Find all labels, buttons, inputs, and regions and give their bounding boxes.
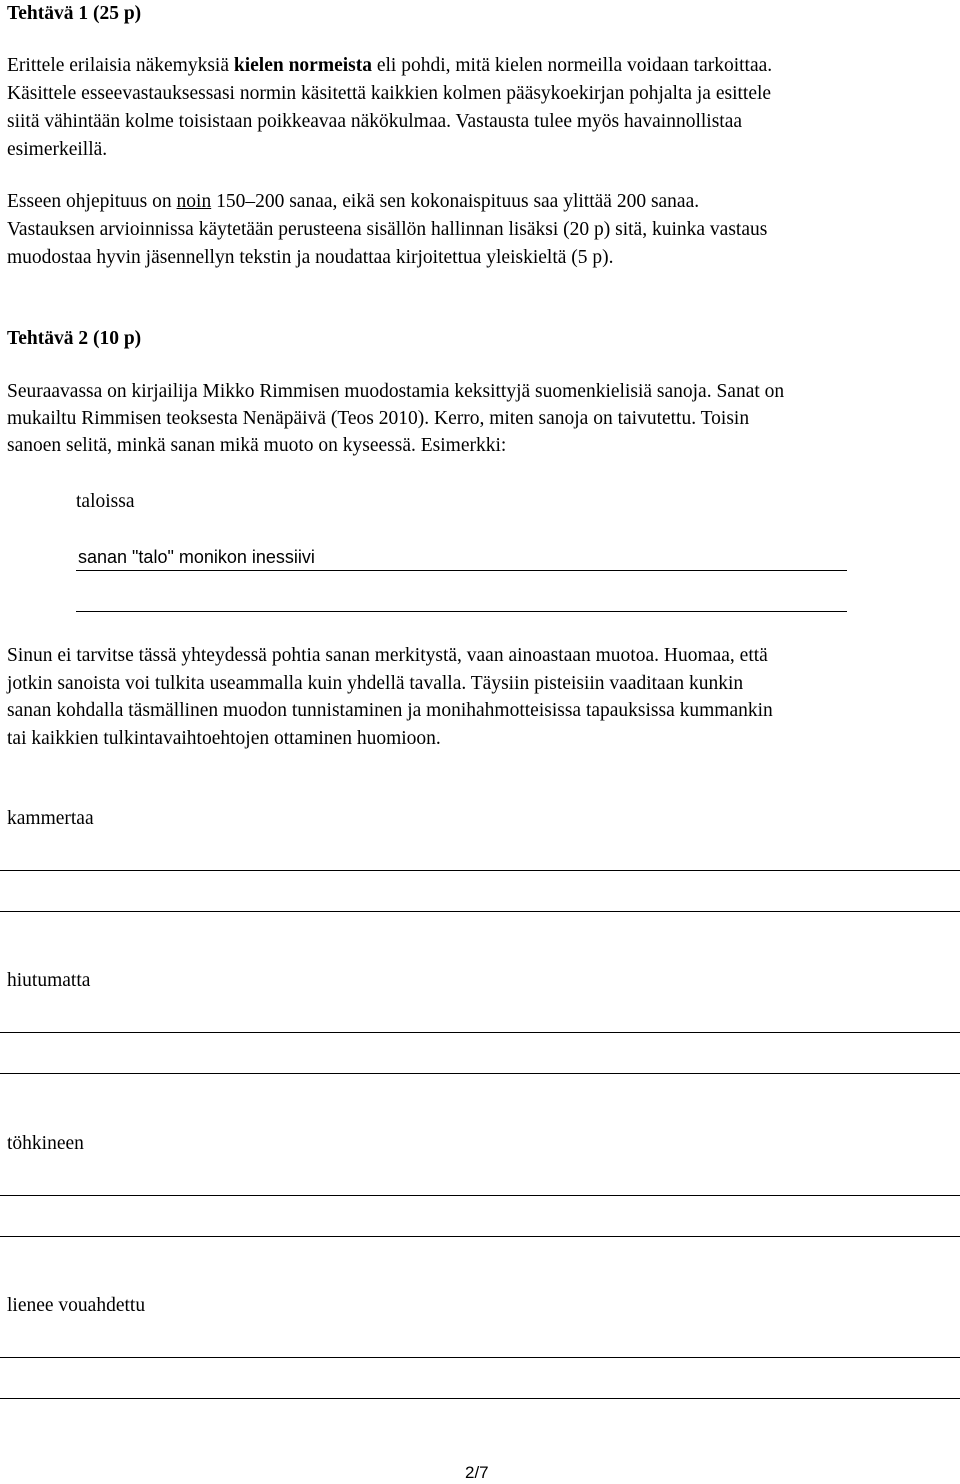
answer-line[interactable] xyxy=(0,870,960,871)
example-word: taloissa xyxy=(76,491,135,512)
task2-para1-line1: Seuraavassa on kirjailija Mikko Rimmisen muodostamia keksittyjä suomenkielisiä sanoja. Sanat on xyxy=(7,381,785,402)
task2-para2-line1: Sinun ei tarvitse tässä yhteydessä pohtia sanan merkitystä, vaan ainoastaan muotoa. Huomaa, että xyxy=(7,645,768,666)
example-answer-line-2 xyxy=(76,611,847,612)
answer-line[interactable] xyxy=(0,1357,960,1358)
text-run: Esseen ohjepituus on xyxy=(7,191,177,212)
answer-line[interactable] xyxy=(0,1236,960,1237)
task1-para1-line2: Käsittele esseevastauksessasi normin käsitettä kaikkien kolmen pääsykoekirjan pohjalta ja esittele xyxy=(7,83,772,104)
task1-para1-line1 xyxy=(7,56,772,76)
answer-line[interactable] xyxy=(0,1073,960,1074)
text-run: 150–200 sanaa, eikä sen kokonaispituus saa ylittää 200 sanaa. xyxy=(211,191,700,212)
task1-title: Tehtävä 1 (25 p) xyxy=(7,3,142,24)
task2-para2-line4: tai kaikkien tulkintavaihtoehtojen ottaminen huomioon. xyxy=(7,728,441,749)
task1-para1-line4: esimerkeillä. xyxy=(7,139,108,160)
word-item: lienee vouahdettu xyxy=(7,1295,146,1316)
answer-line[interactable] xyxy=(0,1032,960,1033)
text-run: Erittele erilaisia näkemyksiä xyxy=(7,55,234,76)
answer-line[interactable] xyxy=(0,1195,960,1196)
task1-para1-line3: siitä vähintään kolme toisistaan poikkeavaa näkökulmaa. Vastausta tulee myös havainnollistaa xyxy=(7,111,743,132)
word-item: töhkineen xyxy=(7,1133,84,1154)
task2-para2-line2: jotkin sanoista voi tulkita useammalla kuin yhdellä tavalla. Täysiin pisteisiin vaaditaan kunkin xyxy=(7,673,744,694)
answer-line[interactable] xyxy=(0,1398,960,1399)
task1-para2-line1 xyxy=(7,192,699,212)
task2-para2-line3: sanan kohdalla täsmällinen muodon tunnistaminen ja monihahmotteisissa tapauksissa kummankin xyxy=(7,700,773,721)
task2-title: Tehtävä 2 (10 p) xyxy=(7,328,142,349)
bold-term: kielen normeista xyxy=(233,55,372,76)
page-number: 2/7 xyxy=(465,1463,489,1482)
task1-para2-line3: muodostaa hyvin jäsennellyn tekstin ja noudattaa kirjoitettua yleiskieltä (5 p). xyxy=(7,247,614,268)
text-run: eli pohdi, mitä kielen normeilla voidaan tarkoittaa. xyxy=(371,55,773,76)
example-answer: sanan "talo" monikon inessiivi xyxy=(78,547,315,567)
example-answer-line xyxy=(76,570,847,571)
task2-para1-line2: mukailtu Rimmisen teoksesta Nenäpäivä (Teos 2010). Kerro, miten sanoja on taivutettu. Toisin xyxy=(7,408,750,429)
task2-para1-line3: sanoen selitä, minkä sanan mikä muoto on kyseessä. Esimerkki: xyxy=(7,435,507,456)
underlined-term: noin xyxy=(176,191,212,212)
answer-line[interactable] xyxy=(0,911,960,912)
word-item: hiutumatta xyxy=(7,970,91,991)
task1-para2-line2: Vastauksen arvioinnissa käytetään perusteena sisällön hallinnan lisäksi (20 p) sitä, kuinka vastaus xyxy=(7,219,768,240)
word-item: kammertaa xyxy=(7,808,94,829)
